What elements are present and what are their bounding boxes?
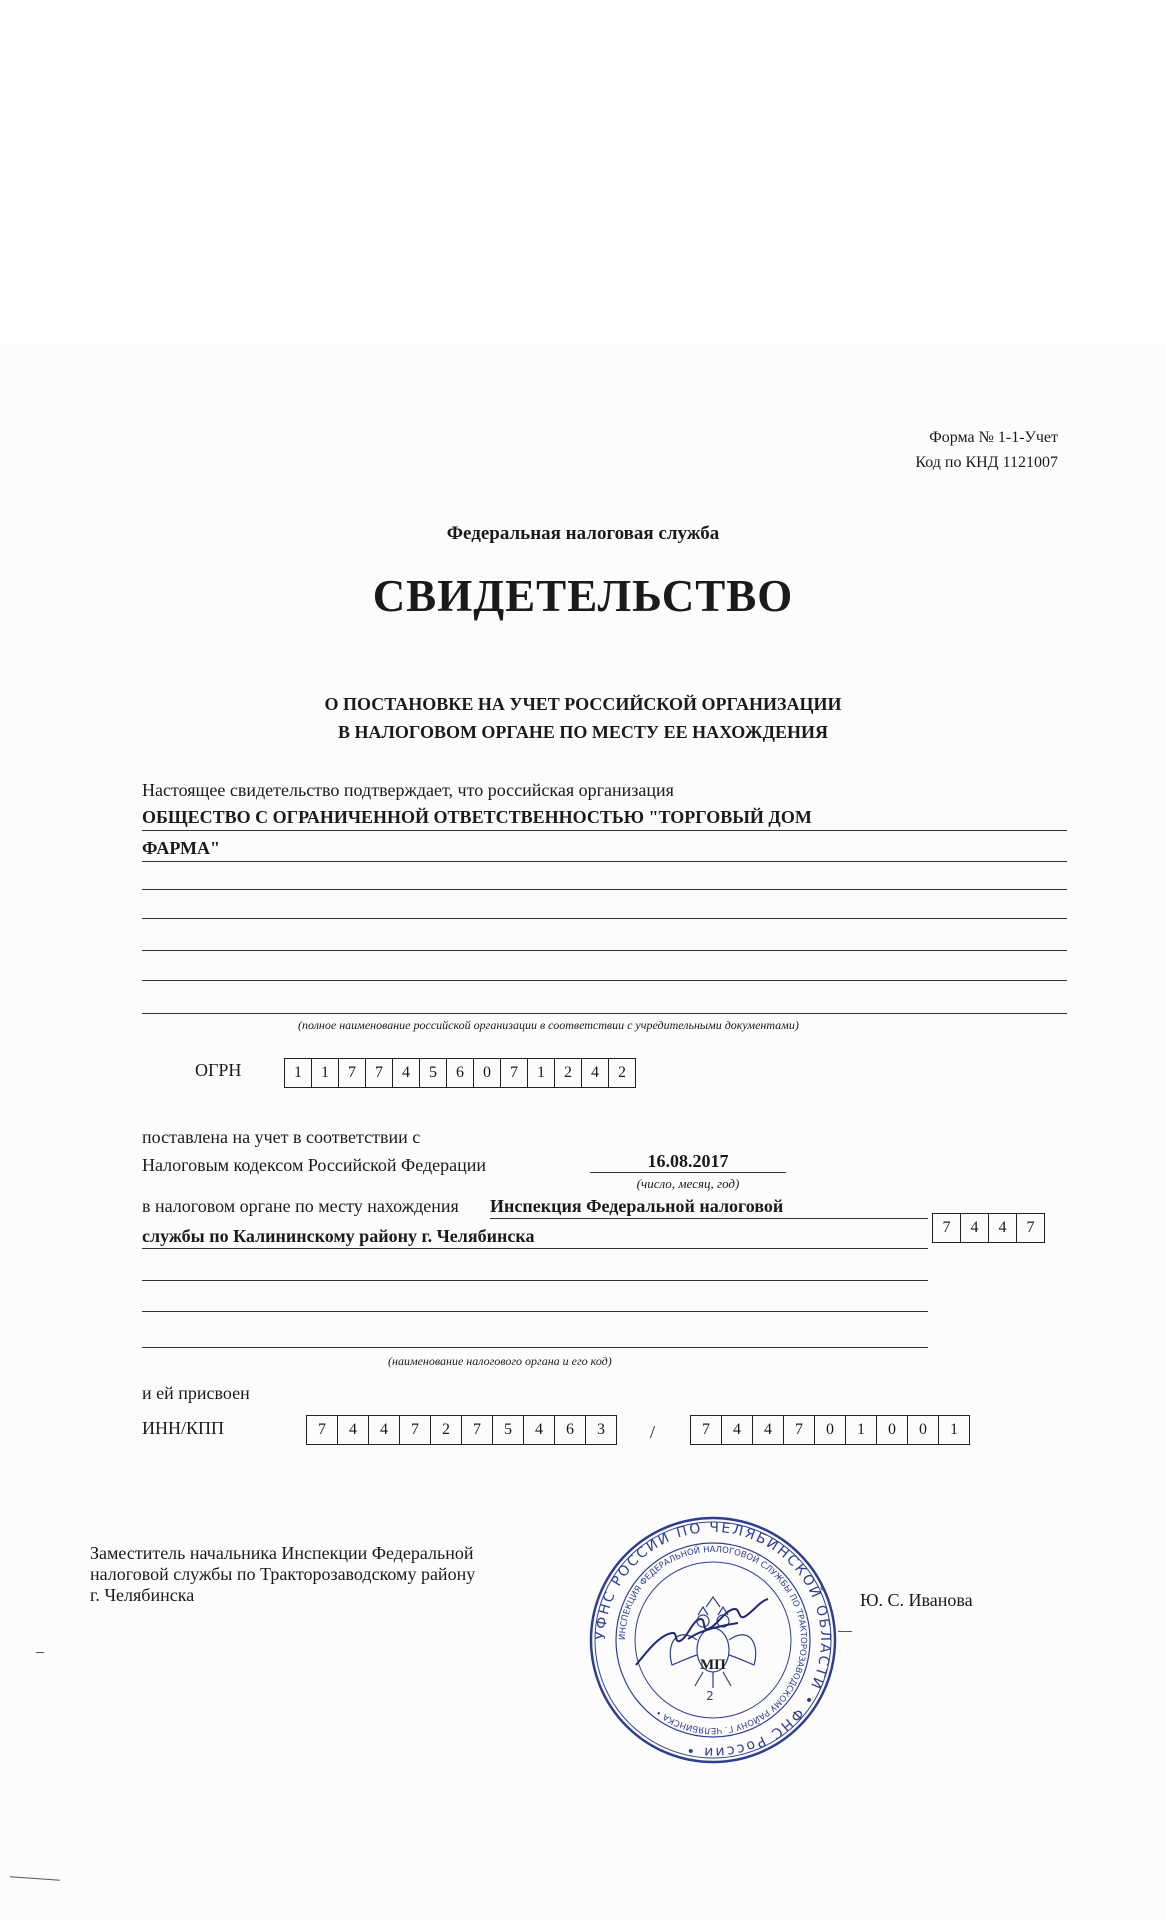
rule [142,889,1067,890]
ogrn-digits [284,1058,636,1088]
inn-digit: 3 [585,1416,616,1444]
inn-digit: 4 [337,1416,368,1444]
seal-inner-text: ИНСПЕКЦИЯ ФЕДЕРАЛЬНОЙ НАЛОГОВОЙ СЛУЖБЫ ПО ТРАКТОРОЗАВОДСКОМУ РАЙОНУ Г. ЧЕЛЯБИНСКА • [617,1544,809,1736]
form-info [915,425,1058,475]
agency-name: Федеральная налоговая служба [446,523,720,544]
ogrn-digit: 7 [500,1059,527,1087]
scan-mark [36,1652,44,1653]
inn-digit: 7 [461,1416,492,1444]
ogrn-digit: 7 [338,1059,365,1087]
rule [142,830,1067,831]
signature-dash [838,1631,852,1632]
rule [490,1218,928,1219]
organ-code-digits [932,1213,1045,1243]
kpp-digit: 1 [845,1416,876,1444]
inn-digit: 7 [399,1416,430,1444]
kpp-digit: 7 [702,1421,710,1438]
inn-digits [306,1415,617,1445]
rule [142,980,1067,981]
organization-caption: (полное наименование российской организации в соответствии с учредительными документами) [298,1018,799,1032]
assigned-text: и ей присвоен [142,1383,250,1403]
document-subtitle [0,690,1166,746]
eagle-emblem-icon [670,1597,755,1688]
kpp-digit: 7 [783,1416,814,1444]
subtitle-line-1: О ПОСТАНОВКЕ НА УЧЕТ РОССИЙСКОЙ ОРГАНИЗАЦИИ [324,694,842,714]
registration-date: 16.08.2017 [647,1151,729,1171]
ogrn-digit: 6 [446,1059,473,1087]
organization-intro: Настоящее свидетельство подтверждает, что российская организация [142,780,674,800]
kpp-digit: 1 [938,1416,969,1444]
ogrn-digit: 0 [473,1059,500,1087]
ogrn-label: ОГРН [195,1060,242,1080]
inn-digit: 6 [554,1416,585,1444]
seal-outer-text: УФНС РОССИИ ПО ЧЕЛЯБИНСКОЙ ОБЛАСТИ • ФНС России • [592,1519,834,1761]
knd-code: Код по КНД 1121007 [915,454,1058,471]
organ-code-digit: 7 [942,1219,951,1236]
signer-position [90,1543,475,1606]
ogrn-digit: 5 [419,1059,446,1087]
organization-name-line-1: ОБЩЕСТВО С ОГРАНИЧЕННОЙ ОТВЕТСТВЕННОСТЬЮ "ТОРГОВЫЙ ДОМ [142,807,812,827]
inn-digit: 4 [368,1416,399,1444]
ogrn-digit: 1 [311,1059,338,1087]
document-title: СВИДЕТЕЛЬСТВО [372,571,794,621]
registration-text-2: Налоговым кодексом Российской Федерации [142,1155,487,1175]
inn-digit: 5 [492,1416,523,1444]
registration-text-1: поставлена на учет в соответствии с [142,1127,421,1147]
organ-code-digit: 7 [1016,1214,1044,1242]
rule [142,1347,928,1348]
organization-name-line-2: ФАРМА" [142,838,220,858]
kpp-digit: 4 [752,1416,783,1444]
kpp-digit: 4 [721,1416,752,1444]
inn-digit: 4 [523,1416,554,1444]
date-rule [590,1172,786,1173]
ogrn-digit: 4 [392,1059,419,1087]
organ-caption: (наименование налогового органа и его код) [388,1354,612,1368]
ogrn-digit: 2 [554,1059,581,1087]
inn-kpp-separator: / [650,1422,656,1442]
form-number: Форма № 1-1-Учет [929,429,1058,446]
ogrn-digit: 1 [527,1059,554,1087]
date-caption: (число, месяц, год) [636,1176,740,1191]
signer-name: Ю. С. Иванова [860,1590,973,1610]
kpp-digit: 0 [876,1416,907,1444]
inn-kpp-label: ИНН/КПП [142,1418,225,1438]
seal-number: 2 [706,1689,714,1703]
subtitle-line-2: В НАЛОГОВОМ ОРГАНЕ ПО МЕСТУ ЕЕ НАХОЖДЕНИЯ [338,722,828,742]
ogrn-digit: 1 [294,1064,302,1081]
kpp-digits [690,1415,970,1445]
organ-code-digit: 4 [988,1214,1016,1242]
organ-code-digit: 4 [960,1214,988,1242]
rule [142,918,1067,919]
rule [142,1280,928,1281]
inn-digit: 2 [430,1416,461,1444]
rule [142,1311,928,1312]
organ-label: в налоговом органе по месту нахождения [142,1196,459,1216]
rule [142,861,1067,862]
inn-digit: 7 [318,1421,326,1438]
rule [142,1013,1067,1014]
organ-name-line-1: Инспекция Федеральной налоговой [490,1196,784,1216]
ogrn-digit: 2 [608,1059,635,1087]
rule [142,950,1067,951]
ogrn-digit: 7 [365,1059,392,1087]
rule [142,1248,928,1249]
signer-position-line-1: Заместитель начальника Инспекции Федеральной [90,1543,474,1563]
kpp-digit: 0 [814,1416,845,1444]
ogrn-digit: 4 [581,1059,608,1087]
stamp-mark-mp: МП [700,1657,726,1673]
signer-position-line-2: налоговой службы по Тракторозаводскому району [90,1564,476,1584]
official-seal-stamp [588,1515,838,1765]
signer-position-line-3: г. Челябинска [90,1585,195,1605]
kpp-digit: 0 [907,1416,938,1444]
organ-name-line-2: службы по Калининскому району г. Челябинска [142,1226,535,1246]
